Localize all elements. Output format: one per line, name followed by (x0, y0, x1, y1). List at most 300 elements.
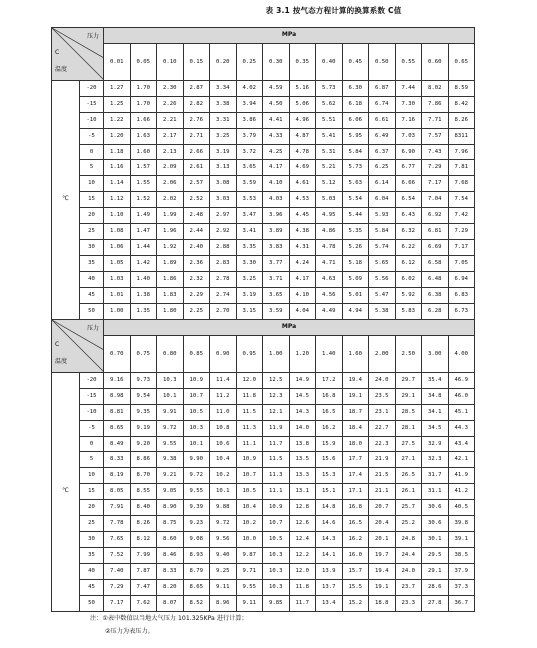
pressure-header: 0.95 (236, 335, 263, 372)
value-cell: 10.1 (183, 436, 210, 452)
value-cell: 6.14 (369, 176, 396, 192)
temperature-cell: 15 (80, 192, 104, 208)
value-cell: 5.18 (342, 255, 369, 271)
value-cell: 14.3 (316, 531, 343, 547)
value-cell: 28.5 (395, 404, 422, 420)
value-cell: 1.86 (157, 271, 184, 287)
value-cell: 1.12 (104, 192, 131, 208)
value-cell: 1.14 (104, 176, 131, 192)
pressure-header: 0.40 (316, 43, 343, 80)
value-cell: 18.8 (369, 595, 396, 611)
value-cell: 7.81 (448, 160, 475, 176)
table-row (52, 128, 475, 144)
value-cell: 2.21 (157, 112, 184, 128)
value-cell: 36.7 (448, 595, 475, 611)
value-cell: 7.62 (130, 595, 157, 611)
value-cell: 3.13 (210, 160, 237, 176)
value-cell: 15.2 (342, 595, 369, 611)
value-cell: 14.1 (316, 547, 343, 563)
value-cell: 24.0 (395, 563, 422, 579)
pressure-header: 0.50 (369, 43, 396, 80)
value-cell: 12.2 (289, 547, 316, 563)
value-cell: 3.25 (236, 271, 263, 287)
notes (90, 612, 248, 638)
value-cell: 12.8 (289, 500, 316, 516)
value-cell: 3.71 (263, 271, 290, 287)
value-cell: 3.72 (236, 144, 263, 160)
temperature-cell: 35 (80, 547, 104, 563)
value-cell: 20.4 (369, 516, 396, 532)
value-cell: 20.1 (369, 531, 396, 547)
value-cell: 17.1 (342, 484, 369, 500)
value-cell: 29.1 (395, 388, 422, 404)
value-cell: 1.22 (104, 112, 131, 128)
value-cell: 6.90 (395, 144, 422, 160)
value-cell: 8.26 (130, 516, 157, 532)
value-cell: 4.95 (316, 208, 343, 224)
value-cell: 1.35 (130, 303, 157, 319)
value-cell: 9.72 (210, 516, 237, 532)
value-cell: 8.19 (104, 468, 131, 484)
value-cell: 38.5 (448, 547, 475, 563)
value-cell: 6.48 (422, 271, 449, 287)
value-cell: 9.11 (210, 579, 237, 595)
pressure-header: 3.00 (422, 335, 449, 372)
table-row (52, 208, 475, 224)
value-cell: 2.74 (210, 287, 237, 303)
value-cell: 2.17 (157, 128, 184, 144)
value-cell: 19.1 (342, 388, 369, 404)
value-cell: 4.49 (316, 303, 343, 319)
value-cell: 45.1 (448, 404, 475, 420)
value-cell: 1.08 (104, 224, 131, 240)
value-cell: 31.7 (422, 468, 449, 484)
value-cell: 29.7 (395, 372, 422, 388)
value-cell: 25.2 (395, 516, 422, 532)
corner-cell (52, 320, 104, 373)
value-cell: 6.87 (369, 80, 396, 96)
value-cell: 10.2 (210, 468, 237, 484)
table-row (52, 468, 475, 484)
value-cell: 8.05 (104, 484, 131, 500)
value-cell: 4.61 (289, 176, 316, 192)
value-cell: 4.03 (263, 192, 290, 208)
value-cell: 22.7 (369, 420, 396, 436)
value-cell: 7.17 (104, 595, 131, 611)
value-cell: 1.47 (130, 224, 157, 240)
value-cell: 9.39 (183, 500, 210, 516)
pressure-header: 2.00 (369, 335, 396, 372)
value-cell: 3.41 (236, 224, 263, 240)
pressure-header: 0.05 (130, 43, 157, 80)
value-cell: 9.90 (183, 452, 210, 468)
value-cell: 2.78 (210, 271, 237, 287)
value-cell: 8.65 (183, 579, 210, 595)
value-cell: 2.82 (183, 96, 210, 112)
value-cell: 7.86 (422, 96, 449, 112)
value-cell: 10.9 (183, 372, 210, 388)
value-cell: 4.50 (263, 96, 290, 112)
value-cell: 5.73 (342, 160, 369, 176)
value-cell: 34.5 (422, 420, 449, 436)
value-cell: 1.06 (104, 239, 131, 255)
value-cell: 6.12 (395, 255, 422, 271)
value-cell: 16.2 (342, 531, 369, 547)
value-cell: 10.7 (236, 468, 263, 484)
value-cell: 9.73 (130, 372, 157, 388)
corner-temperature-label: 温度 (55, 66, 68, 73)
value-cell: 1.00 (104, 303, 131, 319)
value-cell: 6.38 (422, 287, 449, 303)
value-cell: 8.20 (157, 579, 184, 595)
value-cell: 8.81 (104, 404, 131, 420)
value-cell: 8.86 (130, 452, 157, 468)
value-cell: 6.61 (369, 112, 396, 128)
value-cell: 1.42 (130, 255, 157, 271)
value-cell: 10.3 (263, 579, 290, 595)
value-cell: 4.78 (316, 239, 343, 255)
value-cell: 6.25 (369, 160, 396, 176)
value-cell: 9.20 (130, 436, 157, 452)
value-cell: 30.1 (422, 531, 449, 547)
value-cell: 16.8 (316, 388, 343, 404)
value-cell: 10.7 (183, 388, 210, 404)
pressure-header: 0.90 (210, 335, 237, 372)
value-cell: 1.20 (104, 128, 131, 144)
value-cell: 4.17 (289, 271, 316, 287)
value-cell: 2.92 (210, 224, 237, 240)
temperature-cell: 50 (80, 595, 104, 611)
value-cell: 7.54 (448, 192, 475, 208)
table-row (52, 404, 475, 420)
temperature-cell: 40 (80, 271, 104, 287)
value-cell: 14.8 (316, 500, 343, 516)
value-cell: 5.65 (369, 255, 396, 271)
value-cell: 13.9 (316, 563, 343, 579)
value-cell: 3.59 (236, 176, 263, 192)
value-cell: 41.2 (448, 484, 475, 500)
value-cell: 27.1 (395, 452, 422, 468)
value-cell: 7.03 (395, 128, 422, 144)
value-cell: 4.04 (289, 303, 316, 319)
pressure-header: 1.20 (289, 335, 316, 372)
temperature-cell: -15 (80, 388, 104, 404)
value-cell: 18.4 (342, 420, 369, 436)
value-cell: 7.68 (448, 176, 475, 192)
table-row (52, 484, 475, 500)
table-row (52, 224, 475, 240)
value-cell: 13.7 (316, 579, 343, 595)
value-cell: 12.3 (263, 388, 290, 404)
value-cell: 2.09 (157, 160, 184, 176)
value-cell: 7.40 (104, 563, 131, 579)
value-cell: 5.41 (316, 128, 343, 144)
value-cell: 5.44 (342, 208, 369, 224)
table-row (52, 579, 475, 595)
value-cell: 3.96 (263, 208, 290, 224)
value-cell: 18.0 (342, 436, 369, 452)
value-cell: 1.52 (130, 192, 157, 208)
temperature-cell: -15 (80, 96, 104, 112)
value-cell: 17.2 (316, 372, 343, 388)
value-cell: 4.10 (289, 287, 316, 303)
value-cell: 11.3 (263, 468, 290, 484)
temperature-cell: 20 (80, 208, 104, 224)
value-cell: 1.01 (104, 287, 131, 303)
value-cell: 3.89 (263, 224, 290, 240)
pressure-header: 4.00 (448, 335, 475, 372)
value-cell: 8.07 (157, 595, 184, 611)
temperature-unit: ℃ (52, 372, 80, 611)
value-cell: 2.52 (183, 192, 210, 208)
pressure-header: 2.50 (395, 335, 422, 372)
value-cell: 2.40 (183, 239, 210, 255)
pressure-header: 0.55 (395, 43, 422, 80)
value-cell: 10.1 (210, 484, 237, 500)
value-cell: 41.9 (448, 468, 475, 484)
table-row (52, 500, 475, 516)
temperature-cell: -20 (80, 80, 104, 96)
value-cell: 12.4 (289, 531, 316, 547)
value-cell: 37.9 (448, 563, 475, 579)
pressure-header: 0.45 (342, 43, 369, 80)
value-cell: 15.1 (316, 484, 343, 500)
temperature-cell: 30 (80, 239, 104, 255)
pressure-header: 0.80 (157, 335, 184, 372)
value-cell: 3.79 (236, 128, 263, 144)
value-cell: 1.55 (130, 176, 157, 192)
value-cell: 6.92 (422, 208, 449, 224)
value-cell: 2.48 (183, 208, 210, 224)
table-row (52, 420, 475, 436)
value-cell: 3.53 (236, 192, 263, 208)
value-cell: 4.94 (342, 303, 369, 319)
value-cell: 10.7 (263, 516, 290, 532)
value-cell: 11.3 (236, 420, 263, 436)
value-cell: 9.11 (236, 595, 263, 611)
value-cell: 4.02 (236, 80, 263, 96)
value-cell: 3.77 (263, 255, 290, 271)
pressure-header: 0.65 (448, 43, 475, 80)
value-cell: 15.5 (342, 579, 369, 595)
value-cell: 7.44 (395, 80, 422, 96)
value-cell: 5.47 (369, 287, 396, 303)
value-cell: 18.7 (342, 404, 369, 420)
value-cell: 10.5 (263, 531, 290, 547)
value-cell: 8.65 (104, 420, 131, 436)
value-cell: 3.35 (236, 239, 263, 255)
value-cell: 31.1 (422, 484, 449, 500)
value-cell: 10.9 (236, 452, 263, 468)
value-cell: 12.6 (289, 516, 316, 532)
value-cell: 7.57 (422, 128, 449, 144)
value-cell: 7.17 (422, 176, 449, 192)
value-cell: 4.63 (316, 271, 343, 287)
value-cell: 7.99 (130, 547, 157, 563)
value-cell: 1.80 (157, 303, 184, 319)
value-cell: 6.74 (369, 96, 396, 112)
value-cell: 10.3 (183, 420, 210, 436)
value-cell: 5.51 (316, 112, 343, 128)
table-row (52, 80, 475, 96)
value-cell: 2.61 (183, 160, 210, 176)
value-cell: 7.87 (130, 563, 157, 579)
pressure-header: 1.60 (342, 335, 369, 372)
value-cell: 4.53 (289, 192, 316, 208)
value-cell: 5.93 (369, 208, 396, 224)
value-cell: 10.2 (236, 516, 263, 532)
value-cell: 4.25 (263, 144, 290, 160)
value-cell: 1.99 (157, 208, 184, 224)
temperature-cell: 45 (80, 287, 104, 303)
value-cell: 1.10 (104, 208, 131, 224)
value-cell: 7.29 (104, 579, 131, 595)
value-cell: 29.1 (422, 563, 449, 579)
value-cell: 16.8 (342, 500, 369, 516)
value-cell: 12.0 (236, 372, 263, 388)
value-cell: 1.03 (104, 271, 131, 287)
pressure-header: 0.35 (289, 43, 316, 80)
value-cell: 7.43 (422, 144, 449, 160)
temperature-cell: 25 (80, 516, 104, 532)
corner-c-label: C (55, 49, 60, 56)
value-cell: 42.1 (448, 452, 475, 468)
note-2: ②压力为表压力。 (105, 628, 154, 635)
value-cell: 6.32 (395, 224, 422, 240)
value-cell: 2.44 (183, 224, 210, 240)
value-cell: 13.1 (289, 484, 316, 500)
value-cell: 21.1 (369, 484, 396, 500)
value-cell: 10.5 (183, 404, 210, 420)
pressure-header: 0.01 (104, 43, 131, 80)
value-cell: 4.59 (263, 80, 290, 96)
table-row (52, 563, 475, 579)
value-cell: 13.3 (289, 468, 316, 484)
value-cell: 4.17 (263, 160, 290, 176)
value-cell: 9.71 (236, 563, 263, 579)
value-cell: 8.96 (210, 595, 237, 611)
value-cell: 1.38 (130, 287, 157, 303)
value-cell: 1.60 (130, 144, 157, 160)
value-cell: 8.55 (130, 484, 157, 500)
table-row (52, 176, 475, 192)
value-cell: 46.0 (448, 388, 475, 404)
value-cell: 21.5 (369, 468, 396, 484)
value-cell: 16.5 (342, 516, 369, 532)
value-cell: 28.6 (422, 579, 449, 595)
value-cell: 11.7 (289, 595, 316, 611)
value-cell: 7.16 (395, 112, 422, 128)
value-cell: 4.87 (289, 128, 316, 144)
value-cell: 10.6 (210, 436, 237, 452)
value-cell: 4.86 (316, 224, 343, 240)
table-row (52, 372, 475, 388)
value-cell: 7.78 (104, 516, 131, 532)
value-cell: 35.4 (422, 372, 449, 388)
value-cell: 7.71 (422, 112, 449, 128)
value-cell: 7.29 (422, 160, 449, 176)
value-cell: 5.73 (316, 80, 343, 96)
table-row (52, 96, 475, 112)
value-cell: 23.1 (369, 404, 396, 420)
table-row (52, 287, 475, 303)
value-cell: 6.02 (395, 271, 422, 287)
value-cell: 11.0 (210, 404, 237, 420)
table-row (52, 516, 475, 532)
value-cell: 2.26 (157, 96, 184, 112)
pressure-header: 0.60 (422, 43, 449, 80)
value-cell: 5.54 (342, 192, 369, 208)
value-cell: 2.30 (157, 80, 184, 96)
temperature-cell: -5 (80, 420, 104, 436)
table-row (52, 239, 475, 255)
temperature-cell: 0 (80, 436, 104, 452)
value-cell: 11.5 (263, 452, 290, 468)
table-row (52, 436, 475, 452)
value-cell: 19.4 (369, 563, 396, 579)
value-cell: 37.3 (448, 579, 475, 595)
value-cell: 1.96 (157, 224, 184, 240)
value-cell: 5.62 (316, 96, 343, 112)
table-row (52, 547, 475, 563)
value-cell: 20.7 (369, 500, 396, 516)
temperature-cell: 20 (80, 500, 104, 516)
value-cell: 8.52 (183, 595, 210, 611)
value-cell: 10.8 (210, 420, 237, 436)
table-row (52, 452, 475, 468)
value-cell: 4.45 (289, 208, 316, 224)
temperature-cell: 25 (80, 224, 104, 240)
value-cell: 24.4 (395, 547, 422, 563)
value-cell: 10.4 (210, 452, 237, 468)
value-cell: 11.7 (263, 436, 290, 452)
value-cell: 23.5 (369, 388, 396, 404)
corner-c-label: C (55, 341, 60, 348)
value-cell: 8.90 (157, 500, 184, 516)
header-row-pressures (52, 335, 475, 372)
value-cell: 12.1 (263, 404, 290, 420)
value-cell: 34.8 (422, 388, 449, 404)
value-cell: 14.6 (316, 516, 343, 532)
temperature-cell: 0 (80, 144, 104, 160)
value-cell: 19.4 (342, 372, 369, 388)
pressure-header: 0.70 (104, 335, 131, 372)
value-cell: 29.5 (422, 547, 449, 563)
value-cell: 8.59 (448, 80, 475, 96)
temperature-cell: 35 (80, 255, 104, 271)
value-cell: 46.9 (448, 372, 475, 388)
value-cell: 7.91 (104, 500, 131, 516)
mpa-header: MPa (104, 320, 475, 336)
table-row (52, 388, 475, 404)
value-cell: 10.5 (236, 484, 263, 500)
value-cell: 4.38 (289, 224, 316, 240)
value-cell: 3.47 (236, 208, 263, 224)
value-cell: 32.9 (422, 436, 449, 452)
value-cell: 2.02 (157, 192, 184, 208)
value-cell: 5.92 (395, 287, 422, 303)
value-cell: 1.92 (157, 239, 184, 255)
value-cell: 1.25 (104, 96, 131, 112)
value-cell: 30.6 (422, 500, 449, 516)
value-cell: 3.65 (263, 287, 290, 303)
value-cell: 10.3 (157, 372, 184, 388)
value-cell: 17.7 (342, 452, 369, 468)
value-cell: 3.25 (210, 128, 237, 144)
temperature-cell: 10 (80, 176, 104, 192)
value-cell: 21.9 (369, 452, 396, 468)
value-cell: 6.28 (422, 303, 449, 319)
